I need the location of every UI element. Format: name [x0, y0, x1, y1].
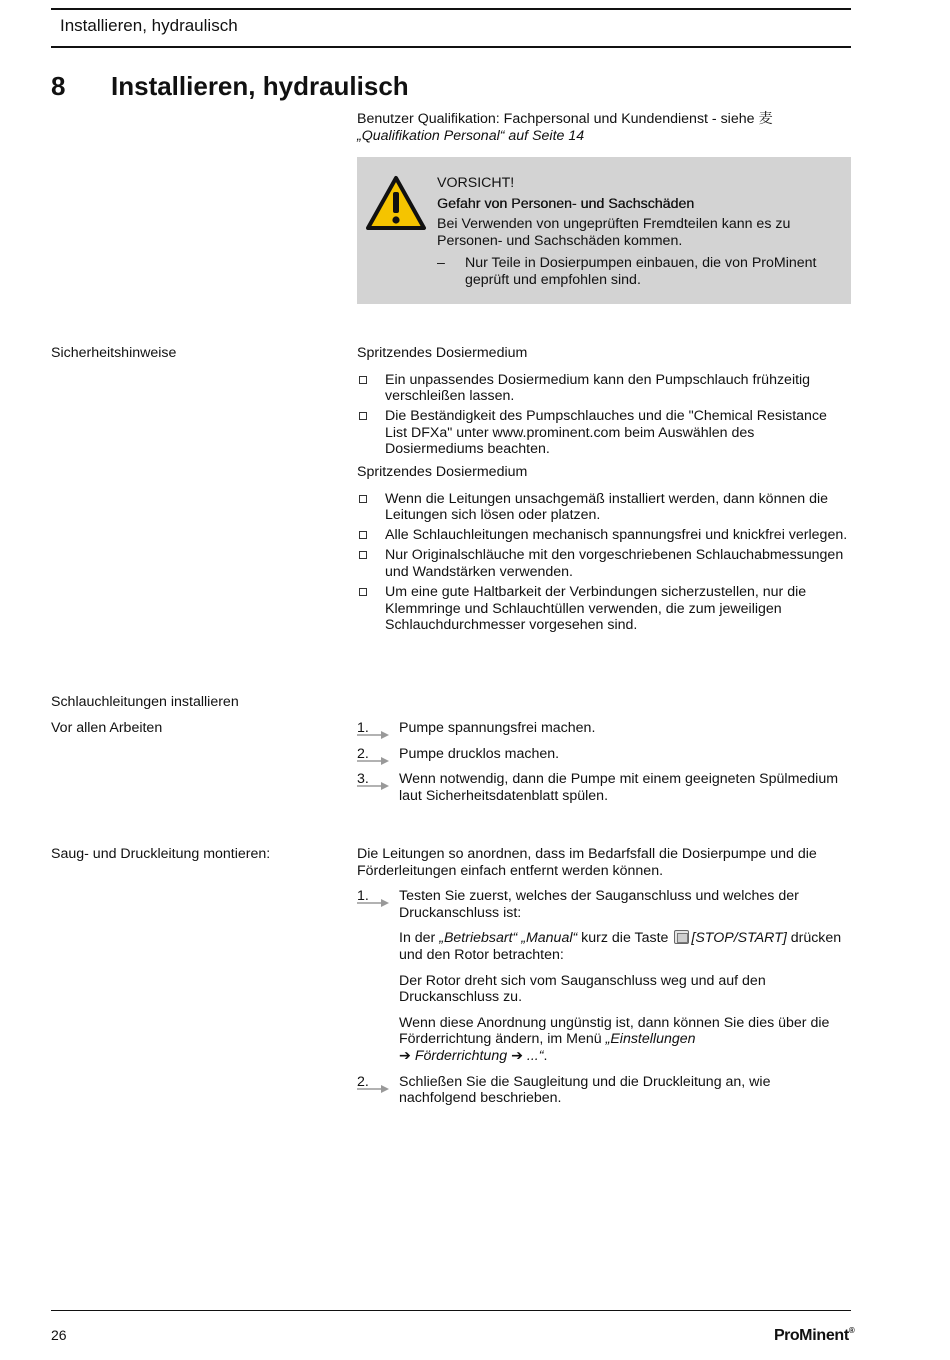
step-number: 2. [357, 746, 391, 762]
caution-text [437, 175, 837, 289]
top-rule [51, 8, 851, 10]
step-detail: Der Rotor dreht sich vom Sauganschluss weg und auf den Druckanschluss zu. [399, 972, 766, 1006]
square-bullet-icon [359, 588, 367, 596]
qualification-note [357, 111, 851, 144]
safety-group-title: Spritzendes Dosiermedium [357, 345, 528, 361]
list-item: Um eine gute Haltbarkeit der Verbindungen sicherzustellen, nur die Klemmringe und Schlauchtüllen verwenden, die zum jeweiligen Schlauchdurchmesser vorgesehen sind. [357, 584, 851, 634]
safety-list [357, 372, 851, 458]
square-bullet-icon [359, 531, 367, 539]
stop-start-key-icon [674, 930, 689, 944]
step-arrow-icon [357, 757, 391, 765]
mounting-content [357, 846, 851, 1116]
square-bullet-icon [359, 412, 367, 420]
square-bullet-icon [359, 495, 367, 503]
list-item: Wenn die Leitungen unsachgemäß installiert werden, dann können die Leitungen sich lösen oder platzen. [357, 491, 851, 524]
step-item: 1. Testen Sie zuerst, welches der Sauganschluss und welches der Druckanschluss ist: In der „Betriebsart“ „Manual“ kurz die Taste [STOP/START] drücken und den Rotor betrachten: Der Rotor dreht sich vom Sauganschluss weg und auf den Druckanschluss zu. Wenn diese Anordnung ungünstig ist, dann können Sie dies über die Förderrichtung ändern, im Menü „Einstellungen ➔ Förderrichtung ➔ ...“. [357, 888, 851, 1064]
step-arrow-icon [357, 731, 391, 739]
step-detail: In der „Betriebsart“ „Manual“ kurz die Taste [STOP/START] drücken und den Rotor betrachten: [399, 930, 842, 963]
safety-heading: Sicherheitshinweise [51, 345, 177, 361]
step-arrow-icon [357, 782, 391, 790]
mounting-intro: Die Leitungen so anordnen, dass im Bedarfsfall die Dosierpumpe und die Förderleitungen einfach entfernt werden können. [357, 846, 817, 879]
hose-install-subheading: Vor allen Arbeiten [51, 720, 163, 736]
square-bullet-icon [359, 376, 367, 384]
step-number: 2. [357, 1074, 391, 1090]
step-item: 3. Wenn notwendig, dann die Pumpe mit einem geeigneten Spülmedium laut Sicherheitsdatenblatt spülen. [357, 771, 839, 804]
qualification-text: Benutzer Qualifikation: Fachpersonal und Kundendienst - siehe [357, 111, 759, 127]
step-item: 2. Schließen Sie die Saugleitung und die Druckleitung an, wie nachfolgend beschrieben. [357, 1073, 771, 1107]
stop-start-key-label: [STOP/START] [691, 930, 787, 947]
page-number: 26 [51, 1327, 67, 1343]
caution-measure-text: Nur Teile in Dosierpumpen einbauen, die von ProMinent geprüft und empfohlen sind. [465, 255, 817, 288]
step-item: 2. Pumpe drucklos machen. [357, 746, 851, 763]
step-arrow-icon [357, 899, 391, 907]
menu-arrow-icon: ➔ [511, 1047, 523, 1064]
list-item: Ein unpassendes Dosiermedium kann den Pumpschlauch frühzeitig verschleißen lassen. [357, 372, 851, 405]
footer-rule [51, 1310, 851, 1311]
safety-group-title: Spritzendes Dosiermedium [357, 464, 528, 481]
mounting-heading: Saug- und Druckleitung montieren: [51, 846, 271, 862]
chapter-number: 8 [51, 71, 66, 101]
list-item: Nur Originalschläuche mit den vorgeschriebenen Schlauchabmessungen und Wandstärken verwenden. [357, 547, 851, 580]
list-item: Alle Schlauchleitungen mechanisch spannungsfrei und knickfrei verlegen. [357, 527, 851, 544]
safety-list [357, 491, 851, 634]
menu-arrow-icon: ➔ [399, 1047, 411, 1064]
square-bullet-icon [359, 551, 367, 559]
safety-content [357, 345, 851, 637]
brand-logo: ProMinent® [774, 1326, 855, 1344]
hose-install-steps [357, 720, 851, 813]
menu-path: „Einstellungen [605, 1031, 696, 1048]
step-detail: Wenn diese Anordnung ungünstig ist, dann können Sie dies über die Förderrichtung ändern, im Menü „Einstellungen ➔ Förderrichtung ➔ ...“. [399, 1014, 830, 1064]
caution-measure [437, 255, 837, 288]
step-number: 3. [357, 771, 391, 787]
step-arrow-icon [357, 1085, 391, 1093]
qualification-link[interactable]: „Qualifikation Personal“ auf Seite 14 [357, 127, 585, 144]
step-number: 1. [357, 720, 391, 736]
hose-install-heading: Schlauchleitungen installieren [51, 694, 239, 710]
chapter-title: Installieren, hydraulisch [111, 71, 409, 101]
caution-signal-word: VORSICHT! [437, 175, 515, 191]
list-item: Die Beständigkeit des Pumpschlauches und die "Chemical Resistance List DFXa" unter www.prominent.com beim Auswählen des Dosiermediums beachten. [357, 408, 851, 458]
step-item: 1. Pumpe spannungsfrei machen. [357, 720, 851, 737]
step-number: 1. [357, 888, 391, 904]
caution-hazard: Gefahr von Personen- und Sachschäden [437, 195, 695, 212]
header-rule [51, 46, 851, 48]
running-header: Installieren, hydraulisch [60, 16, 238, 35]
caution-box [357, 157, 851, 304]
caution-description: Bei Verwenden von ungeprüften Fremdteilen kann es zu Personen- und Sachschäden kommen. [437, 216, 791, 249]
dash-bullet: – [437, 255, 445, 272]
warning-triangle-icon [365, 175, 427, 231]
xref-arrow-icon: ⻨ [758, 111, 773, 127]
